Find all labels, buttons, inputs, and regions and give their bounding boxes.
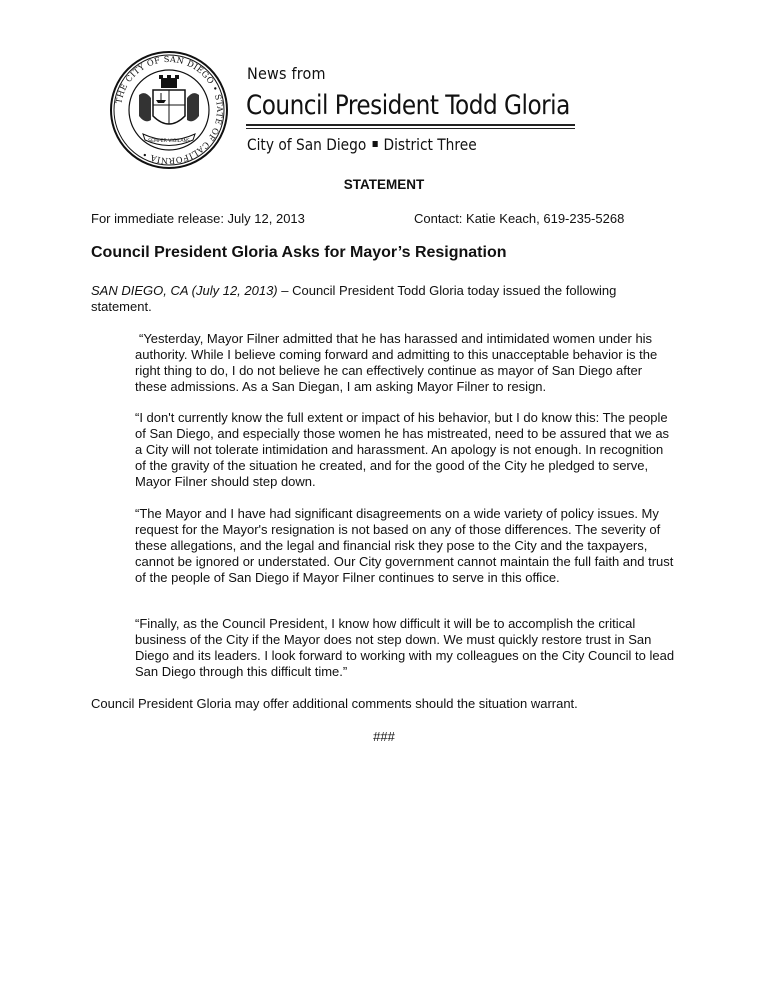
square-bullet-icon [372, 141, 377, 147]
news-from-label: News from [247, 64, 326, 83]
header-rule [246, 124, 575, 126]
release-date: For immediate release: July 12, 2013 [91, 211, 305, 226]
header-rule-thin [246, 128, 575, 129]
svg-text:THE CITY OF SAN DIEGO • STATE: THE CITY OF SAN DIEGO • STATE OF CALIFORNIA • [113, 53, 226, 167]
office-title: Council President Todd Gloria [246, 90, 570, 121]
dateline-text: – Council President Todd Gloria today issued the following statement. [91, 283, 617, 314]
statement-heading: STATEMENT [343, 177, 425, 192]
contact-info: Contact: Katie Keach, 619-235-5268 [414, 211, 625, 226]
headline: Council President Gloria Asks for Mayor’s Resignation [91, 244, 507, 261]
subtitle-district: District Three [383, 135, 477, 154]
closing-paragraph: Council President Gloria may offer additional comments should the situation warrant. [91, 696, 578, 711]
office-subtitle [247, 135, 477, 154]
quote-paragraph-2: “I don't currently know the full extent or impact of his behavior, but I do know this: The people of San Diego, and especially those women he has mistreated, need to be assured that we as a City will not tolerate intimidation and harassment. An apology is not enough. In recognition of the gravity of the situation he created, and for the good of the City he pledged to serve, Mayor Filner should step down. [135, 410, 670, 489]
city-seal-logo [109, 50, 229, 170]
quote-paragraph-4: “Finally, as the Council President, I know how difficult it will be to accomplish the critical business of the City if the Mayor does not step down. We must quickly restore trust in San Diego and its leaders. I look forward to working with my colleagues on the City Council to lead San Diego through this difficult time.” [135, 616, 675, 679]
quote-paragraph-1: “Yesterday, Mayor Filner admitted that he has harassed and intimidated women under his authority. While I believe coming forward and admitting to this unacceptable behavior is the right thing to do, I do not believe he can effectively continue as mayor of San Diego after these admissions. As a San Diegan, I am asking Mayor Filner to resign. [135, 331, 658, 394]
svg-text:SEMPER VIGILANS: SEMPER VIGILANS [148, 139, 190, 144]
dateline-paragraph [91, 283, 671, 315]
subtitle-city: City of San Diego [247, 135, 367, 154]
quote-paragraph-3: “The Mayor and I have had significant disagreements on a wide variety of policy issues. My request for the Mayor's resignation is not based on any of those differences. The severity of these allegations, and the legal and financial risk they pose to the City and the taxpayers, cannot be ignored or understated. Our City government cannot maintain the full faith and trust of the people of San Diego if Mayor Filner continues to serve in this office. [135, 506, 674, 585]
end-mark: ### [373, 729, 395, 744]
dateline-place-date: SAN DIEGO, CA (July 12, 2013) [91, 283, 278, 298]
